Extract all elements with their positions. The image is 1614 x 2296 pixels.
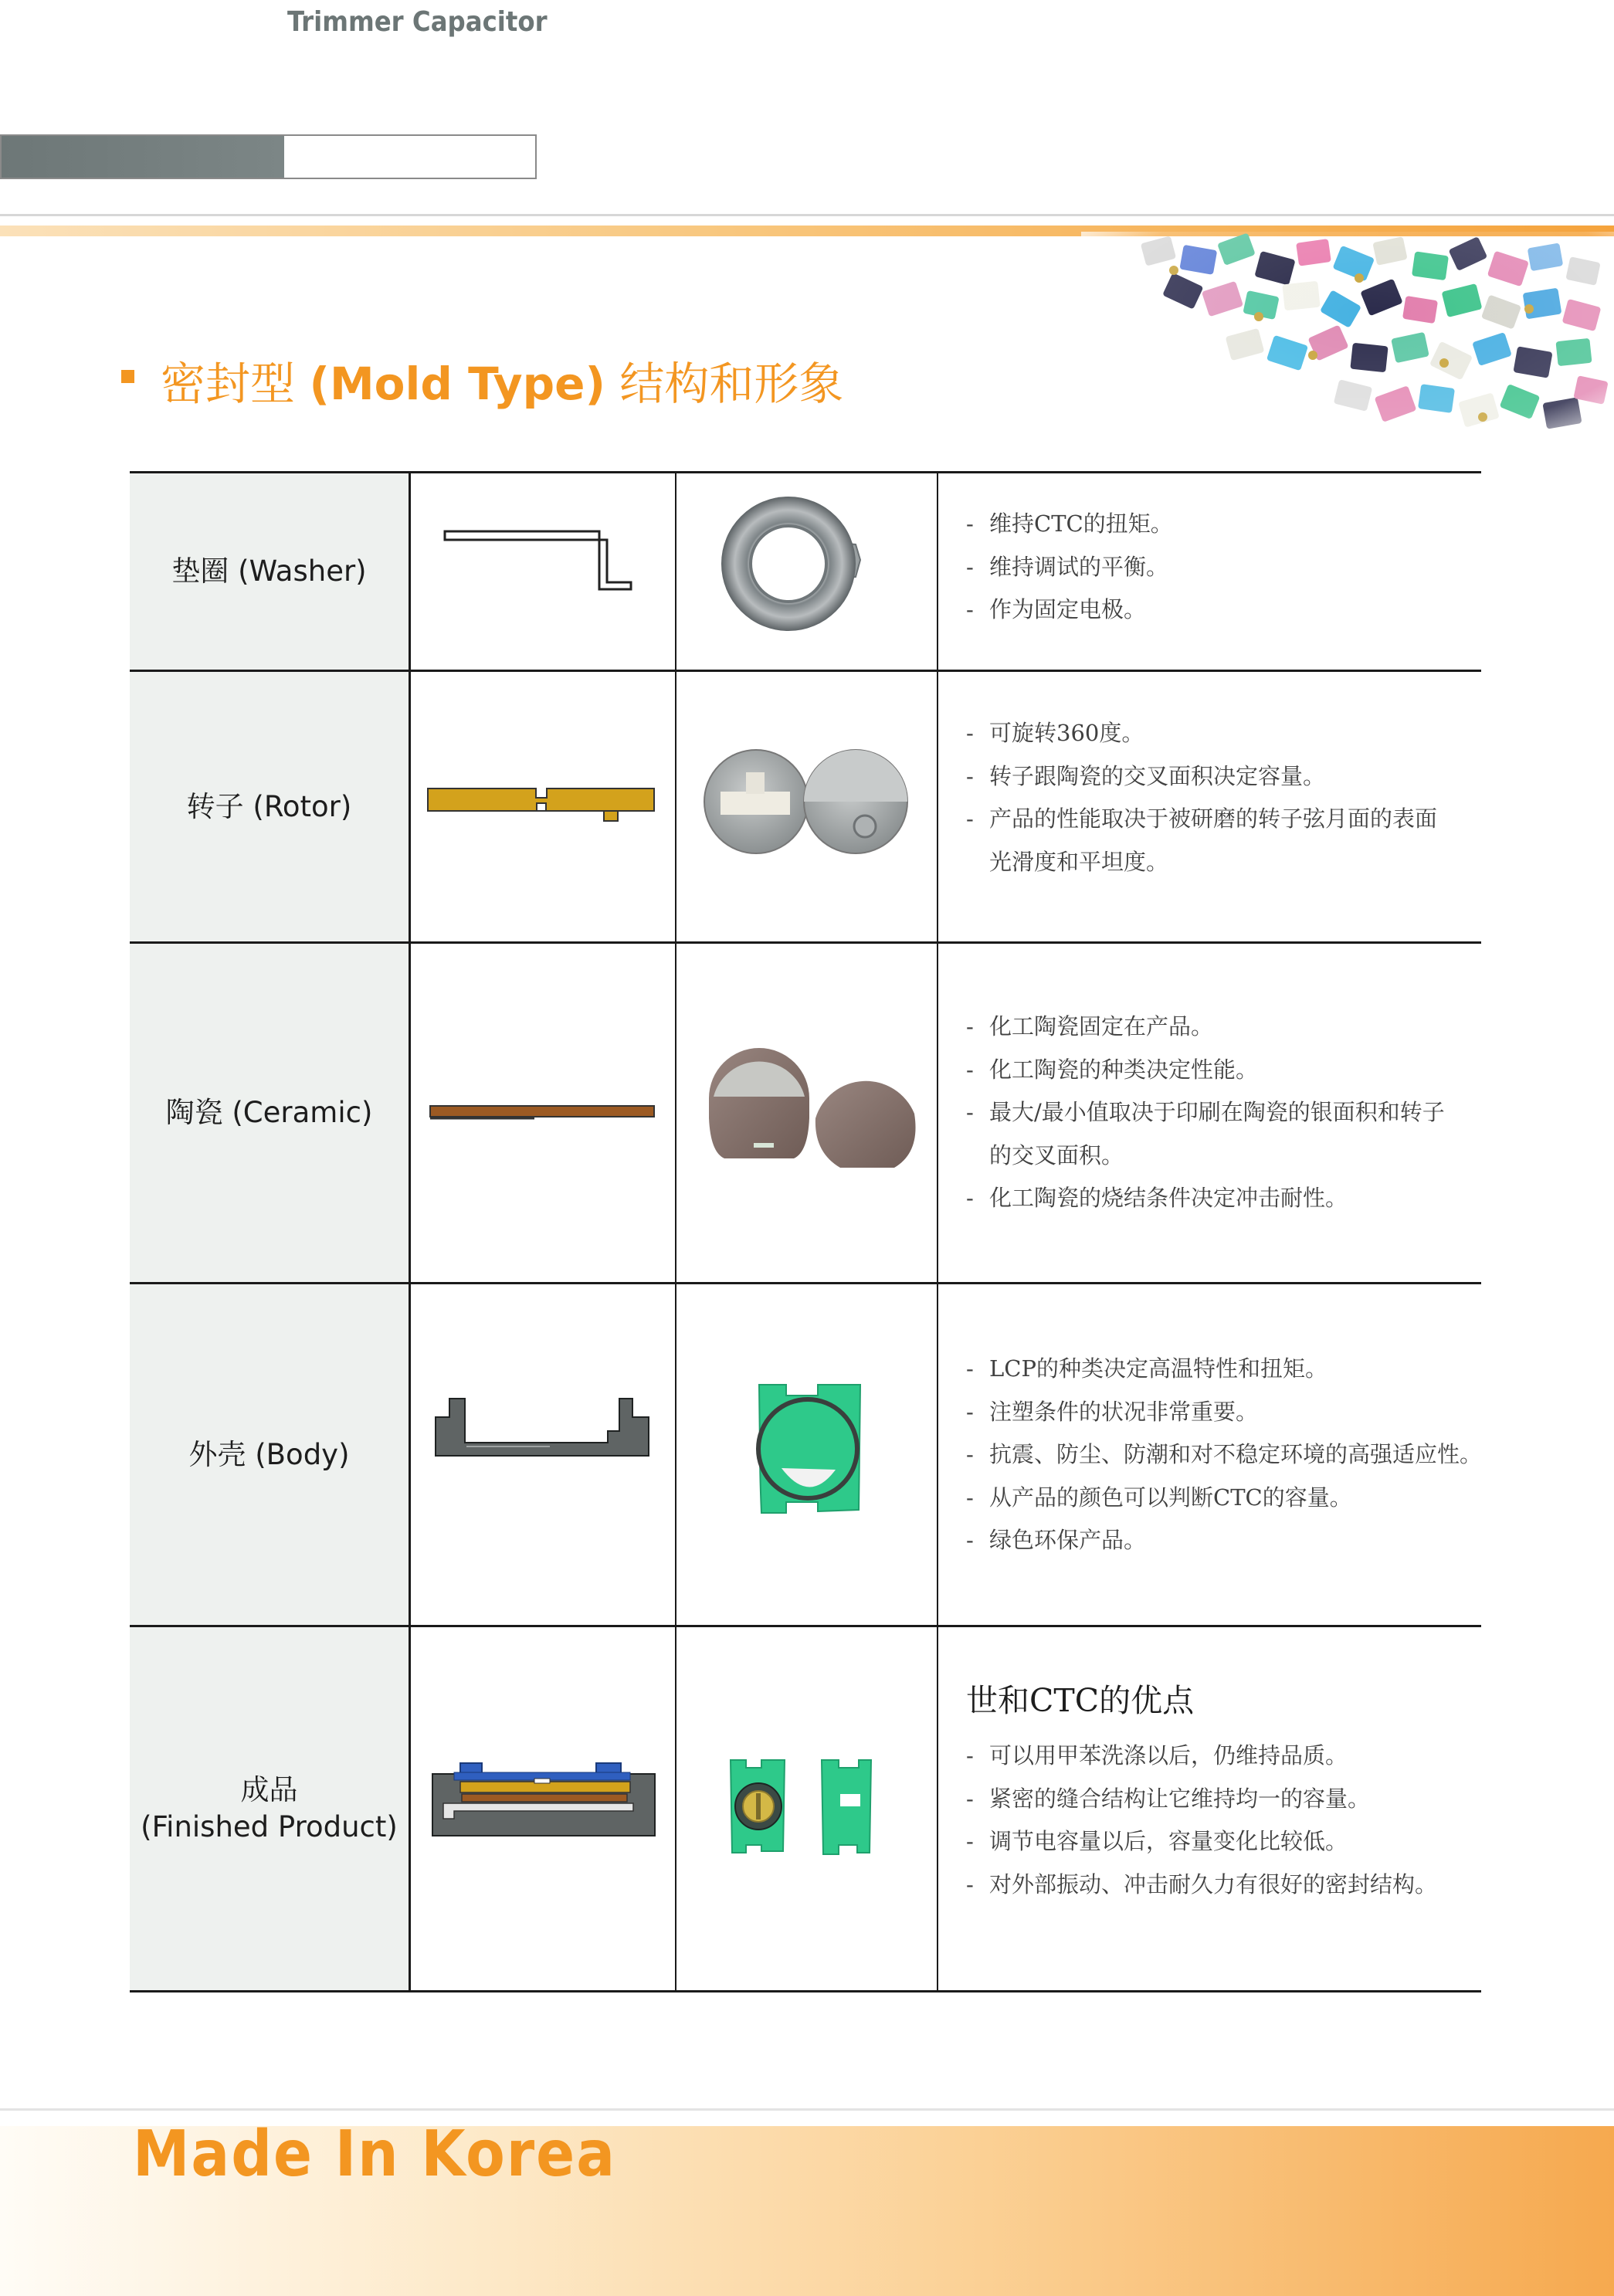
description-item: - 最大/最小值取决于印刷在陶瓷的银面积和转子 [966, 1099, 1445, 1125]
description-list [966, 712, 1481, 883]
description-list [966, 503, 1481, 632]
description-item: - 化工陶瓷的种类决定性能。 [966, 1056, 1259, 1083]
part-name-cell [130, 944, 411, 1282]
ceramic-photo [676, 944, 938, 1284]
description-item: 的交叉面积。 [989, 1141, 1124, 1168]
description-item: 光滑度和平坦度。 [989, 848, 1169, 875]
title-cn-part2: 结构和形象 [619, 358, 844, 410]
washer-cross-section-diagram [411, 473, 676, 672]
header-divider [0, 214, 1614, 216]
photo-cell [676, 1627, 938, 1990]
description-item: - 转子跟陶瓷的交叉面积决定容量。 [966, 762, 1326, 789]
table-row-ceramic [130, 941, 1481, 1282]
part-name-en: (Finished Product) [141, 1810, 398, 1843]
description-item: - 产品的性能取决于被研磨的转子弦月面的表面 [966, 805, 1438, 832]
description-cell [938, 1627, 1481, 1990]
part-name: 垫圈 (Washer) [171, 554, 367, 588]
description-item: - 从产品的颜色可以判断CTC的容量。 [966, 1484, 1352, 1511]
finished-product-photo [676, 1627, 938, 1995]
photo-cell [676, 944, 938, 1282]
description-item: - 可旋转360度。 [966, 720, 1144, 746]
table-row-finished-product [130, 1625, 1481, 1992]
decorative-capacitor-photo [1081, 232, 1614, 463]
advantages-title: 世和CTC的优点 [966, 1682, 1195, 1719]
description-item: - 调节电容量以后，容量变化比较低。 [966, 1828, 1348, 1854]
body-photo [676, 1284, 938, 1627]
title-bullet-square [121, 370, 134, 383]
title-cn-part1: 密封型 [161, 358, 296, 410]
description-cell [938, 944, 1481, 1282]
cross-section-cell [411, 944, 676, 1282]
cross-section-cell [411, 1284, 676, 1625]
description-item: - 对外部振动、冲击耐久力有很好的密封结构。 [966, 1870, 1438, 1898]
description-cell [938, 473, 1481, 670]
header-left-label: High Quility [136, 6, 303, 38]
photo-cell [676, 473, 938, 670]
part-name-cell [130, 1284, 411, 1625]
rotor-photo [676, 672, 938, 944]
description-item: - 紧密的缝合结构让它维持均一的容量。 [966, 1785, 1371, 1812]
table-row-rotor [130, 670, 1481, 941]
table-row-washer [130, 471, 1481, 670]
washer-photo [676, 473, 938, 672]
title-en-part: (Mold Type) [309, 358, 605, 410]
photo-cell [676, 672, 938, 941]
part-name: 陶瓷 (Ceramic) [165, 1096, 373, 1129]
part-name-cn: 成品 [240, 1773, 298, 1806]
body-cross-section-diagram [411, 1284, 676, 1627]
description-item: - 化工陶瓷固定在产品。 [966, 1013, 1214, 1039]
part-name: 外壳 (Body) [188, 1437, 350, 1471]
description-cell [938, 1284, 1481, 1625]
cross-section-cell [411, 473, 676, 670]
header-banner [0, 134, 537, 179]
table-row-body [130, 1282, 1481, 1625]
description-item: - 注塑条件的状况非常重要。 [966, 1398, 1259, 1425]
footer-tagline: Made In Korea [133, 2118, 616, 2191]
footer-divider [0, 2108, 1614, 2111]
description-list [966, 1348, 1481, 1562]
description-item: - 抗震、防尘、防潮和对不稳定环境的高强适应性。 [966, 1441, 1483, 1467]
rotor-cross-section-diagram [411, 672, 676, 944]
description-item: - 维持调试的平衡。 [966, 553, 1169, 580]
description-item: - 化工陶瓷的烧结条件决定冲击耐性。 [966, 1185, 1348, 1211]
header-dark-block [2, 136, 284, 178]
description-item: - 绿色环保产品。 [966, 1527, 1147, 1553]
description-item: - 作为固定电极。 [966, 596, 1147, 622]
part-name-cell [130, 672, 411, 941]
cross-section-cell [411, 1627, 676, 1990]
photo-cell [676, 1284, 938, 1625]
ceramic-cross-section-diagram [411, 944, 676, 1284]
part-name-cell [130, 473, 411, 670]
description-item: - LCP的种类决定高温特性和扭矩。 [966, 1355, 1327, 1382]
cross-section-cell [411, 672, 676, 941]
description-item: - 可以用甲苯洗涤以后，仍维持品质。 [966, 1742, 1348, 1769]
description-list [966, 1006, 1481, 1220]
finished-product-cross-section-diagram [411, 1627, 676, 1995]
description-list [966, 1735, 1481, 1906]
description-item: - 维持CTC的扭矩。 [966, 510, 1173, 537]
header-right-label: Trimmer Capacitor [287, 6, 548, 38]
section-title [161, 348, 843, 412]
part-name: 转子 (Rotor) [186, 789, 352, 823]
part-name-cell [130, 1627, 411, 1990]
description-cell [938, 672, 1481, 941]
